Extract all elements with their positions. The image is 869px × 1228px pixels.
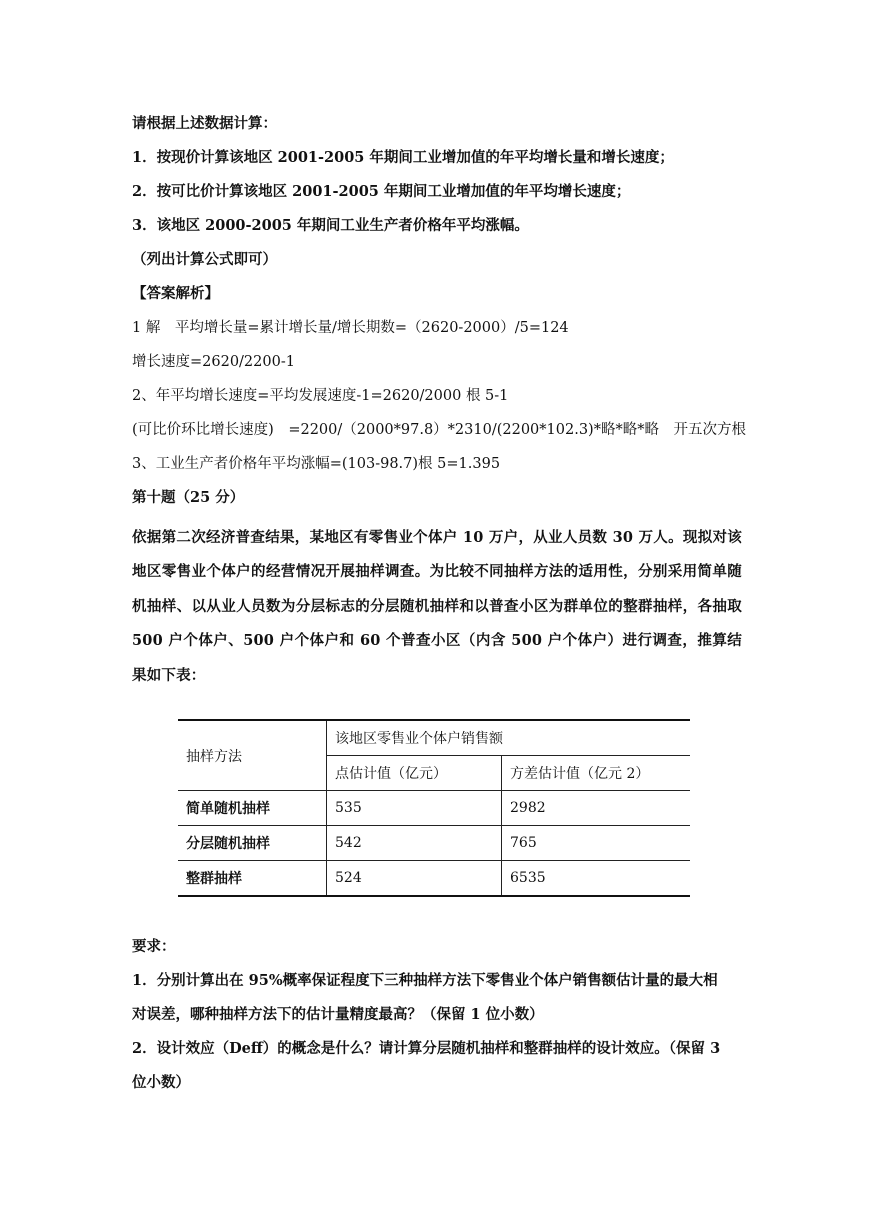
question-10-heading: 第十题（25 分）: [132, 489, 245, 506]
sales-group-header: 该地区零售业个体户销售额: [327, 720, 691, 756]
answer-line-5: 3、工业生产者价格年平均涨幅=(103-98.7)根 5=1.395: [132, 456, 501, 472]
formula-note: （列出计算公式即可）: [132, 251, 277, 268]
answer-line-2: 增长速度=2620/2200-1: [132, 354, 295, 370]
requirement-2-line-1: 2．设计效应（Deff）的概念是什么？请计算分层随机抽样和整群抽样的设计效应。（保留 3: [132, 1040, 721, 1057]
question-item-2: 2．按可比价计算该地区 2001-2005 年期间工业增加值的年平均增长速度；: [132, 183, 631, 200]
question-item-3: 3．该地区 2000-2005 年期间工业生产者价格年平均涨幅。: [132, 217, 529, 234]
method-cell: 简单随机抽样: [178, 791, 327, 826]
results-table: [178, 719, 690, 897]
question-item-1: 1．按现价计算该地区 2001-2005 年期间工业增加值的年平均增长量和增长速度；: [132, 149, 674, 166]
requirement-2-line-2: 位小数）: [132, 1074, 190, 1091]
point-cell: 542: [327, 826, 502, 861]
requirement-1-line-2: 对误差，哪种抽样方法下的估计量精度最高？（保留 1 位小数）: [132, 1006, 544, 1023]
variance-estimate-header: 方差估计值（亿元 2）: [502, 756, 691, 791]
variance-cell: 765: [502, 826, 691, 861]
answer-line-3: 2、年平均增长速度=平均发展速度-1=2620/2000 根 5-1: [132, 388, 509, 404]
answer-heading: 【答案解析】: [132, 285, 219, 302]
requirement-1-line-1: 1．分别计算出在 95%概率保证程度下三种抽样方法下零售业个体户销售额估计量的最大相: [132, 972, 718, 989]
method-cell: 整群抽样: [178, 861, 327, 897]
point-estimate-header: 点估计值（亿元）: [327, 756, 502, 791]
requirements-heading: 要求：: [132, 938, 176, 955]
intro-line: 请根据上述数据计算：: [132, 115, 277, 132]
point-cell: 535: [327, 791, 502, 826]
variance-cell: 6535: [502, 861, 691, 897]
answer-line-1: 1 解 平均增长量=累计增长量/增长期数=（2620-2000）/5=124: [132, 320, 569, 336]
method-header: 抽样方法: [178, 720, 327, 791]
question-10-paragraph: 依据第二次经济普查结果，某地区有零售业个体户 10 万户，从业人员数 30 万人。现拟对该地区零售业个体户的经营情况开展抽样调查。为比较不同抽样方法的适用性，分别采用简单随机抽样、以从业人员数为分层标志的分层随机抽样和以普查小区为群单位的整群抽样，各抽取 500 户个体户、500 户个体户和 60 个普查小区（内含 500 户个体户）进行调查，推算结果如下表：: [132, 529, 742, 684]
table-row: [178, 826, 690, 861]
table-header-row: [178, 720, 690, 756]
method-cell: 分层随机抽样: [178, 826, 327, 861]
table-row: [178, 861, 690, 897]
answer-line-4: (可比价环比增长速度) =2200/（2000*97.8）*2310/(2200*102.3)*略*略*略 开五次方根: [132, 422, 746, 438]
point-cell: 524: [327, 861, 502, 897]
variance-cell: 2982: [502, 791, 691, 826]
table-row: [178, 791, 690, 826]
